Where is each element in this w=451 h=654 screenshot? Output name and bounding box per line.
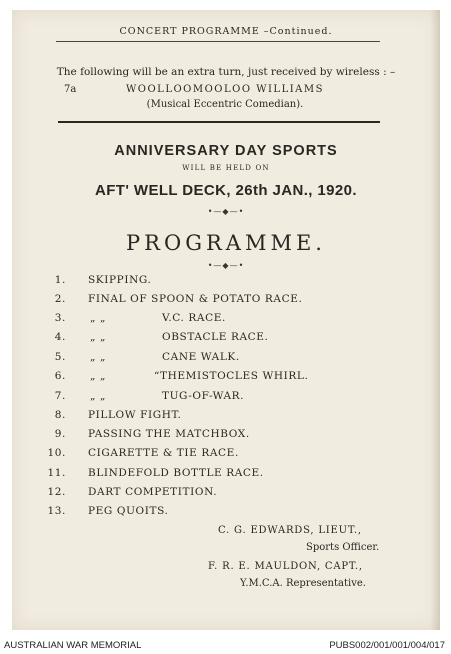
signature-sports-officer-role: Sports Officer. [306, 542, 380, 553]
event-name: CANE WALK. [162, 351, 240, 363]
event-number: 12. [47, 486, 66, 498]
event-number: 11. [47, 467, 66, 479]
extra-turn-performer: WOOLLOOMOOLOO WILLIAMS [126, 84, 324, 95]
event-number: 1. [54, 274, 66, 286]
programme-page [12, 10, 440, 630]
ditto-marks: „ „ [90, 312, 107, 324]
event-name: V.C. RACE. [162, 312, 226, 324]
sports-held-on: WILL BE HELD ON [182, 164, 270, 172]
ditto-marks: „ „ [90, 370, 107, 382]
event-number: 8. [54, 409, 66, 421]
event-name: DART COMPETITION. [88, 486, 218, 498]
event-name: PILLOW FIGHT. [88, 409, 182, 421]
ornament-divider-top: •—◆—• [207, 207, 245, 216]
event-number: 6. [54, 370, 66, 382]
header-title: CONCERT PROGRAMME –Continued. [119, 26, 333, 37]
ditto-marks: „ „ [90, 331, 107, 343]
event-number: 10. [47, 447, 66, 459]
footer-institution: AUSTRALIAN WAR MEMORIAL [4, 640, 142, 651]
event-name: FINAL OF SPOON & POTATO RACE. [88, 293, 303, 305]
event-name: BLINDEFOLD BOTTLE RACE. [88, 467, 264, 479]
programme-heading: PROGRAMME. [126, 231, 326, 255]
signature-sports-officer-name: C. G. EDWARDS, LIEUT., [218, 525, 362, 536]
event-name: TUG-OF-WAR. [162, 390, 245, 402]
event-name: “THEMISTOCLES WHIRL. [154, 370, 309, 382]
event-number: 9. [54, 428, 66, 440]
signature-ymca-role: Y.M.C.A. Representative. [240, 578, 366, 589]
footer-reference: PUBS002/001/001/004/017 [329, 640, 445, 651]
event-name: PEG QUOITS. [88, 505, 169, 517]
signature-ymca-name: F. R. E. MAULDON, CAPT., [208, 561, 363, 572]
ornament-divider-bottom: •—◆—• [207, 261, 245, 270]
event-number: 13. [47, 505, 66, 517]
extra-turn-number: 7a [64, 84, 77, 95]
section-divider [58, 121, 380, 123]
event-number: 4. [54, 331, 66, 343]
ditto-marks: „ „ [90, 351, 107, 363]
sports-title: ANNIVERSARY DAY SPORTS [114, 143, 338, 159]
event-number: 7. [54, 390, 66, 402]
header-divider [56, 41, 380, 42]
extra-turn-description: (Musical Eccentric Comedian). [146, 99, 304, 110]
ditto-marks: „ „ [90, 390, 107, 402]
event-number: 3. [54, 312, 66, 324]
event-name: CIGARETTE & TIE RACE. [88, 447, 239, 459]
sports-venue: AFT' WELL DECK, 26th JAN., 1920. [95, 182, 357, 199]
event-number: 2. [54, 293, 66, 305]
event-number: 5. [54, 351, 66, 363]
event-name: PASSING THE MATCHBOX. [88, 428, 250, 440]
event-name: OBSTACLE RACE. [162, 331, 269, 343]
event-name: SKIPPING. [88, 274, 152, 286]
extra-turn-intro: The following will be an extra turn, just received by wireless : – [56, 66, 396, 78]
